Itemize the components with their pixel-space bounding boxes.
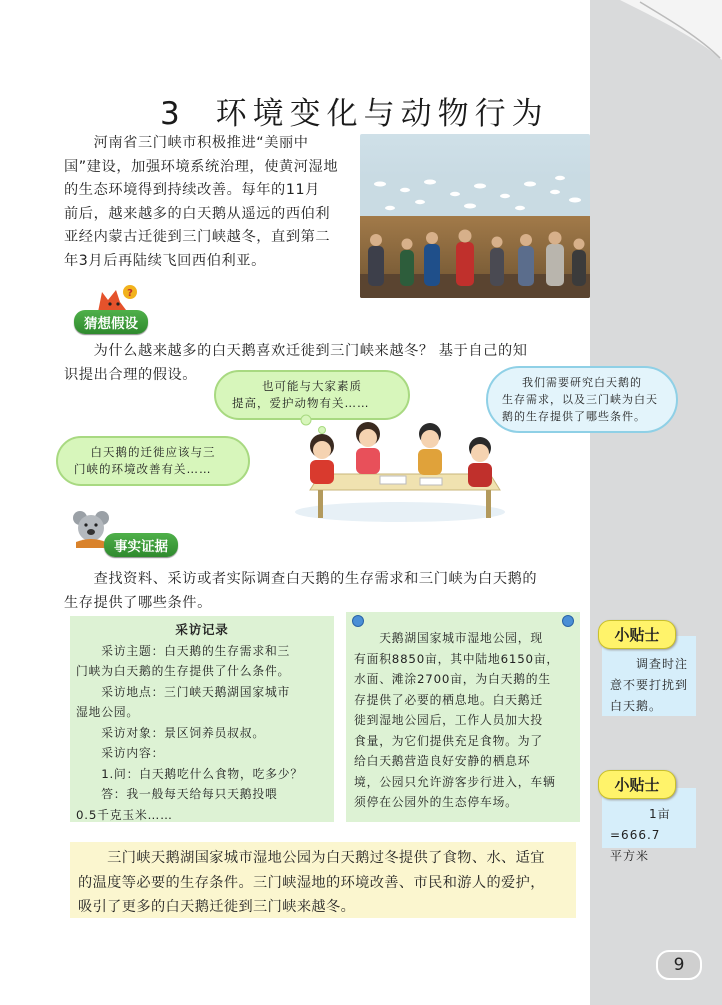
interview-line: 采访主题：白天鹅的生存需求和三: [76, 643, 291, 658]
interview-line: 0.5千克玉米……: [76, 807, 173, 822]
evidence-line: 生存提供了哪些条件。: [64, 594, 212, 611]
interview-line: 答：我一般每天给每只天鹅投喂: [76, 787, 278, 801]
thought-line: 鹅的生存提供了哪些条件。: [502, 410, 646, 423]
intro-paragraph: [64, 132, 348, 273]
thought-bubble-right: [486, 366, 678, 433]
pushpin-icon: [346, 612, 580, 628]
tip-line: 白天鹅。: [610, 699, 663, 713]
conclusion-box: [70, 842, 576, 918]
interview-line: 采访内容：: [76, 746, 165, 760]
park-info-line: 须停在公园外的生态停车场。: [354, 795, 518, 809]
conclusion-line: 三门峡天鹅湖国家城市湿地公园为白天鹅过冬提供了食物、水、适宜: [78, 850, 545, 866]
conclusion-line: 的温度等必要的生存条件。三门峡湿地的环境改善、市民和游人的爱护，: [78, 874, 545, 891]
intro-line: 国”建设，加强环境系统治理，使黄河湿地: [64, 158, 339, 175]
tip-line: 平方米: [610, 849, 650, 863]
evidence-section-badge: 事实证据: [104, 533, 178, 557]
lesson-number: 3: [160, 96, 186, 132]
thought-bubble-left: [56, 436, 250, 486]
swan-wetland-photo: [360, 134, 590, 298]
park-info-line: 天鹅湖国家城市湿地公园，现: [354, 631, 543, 645]
thought-line: 我们需要研究白天鹅的: [522, 376, 642, 389]
question-line: 识提出合理的假设。: [64, 366, 198, 383]
intro-line: 的生态环境得到持续改善。每年的11月: [64, 182, 320, 198]
interview-heading: 采访记录: [175, 622, 229, 637]
intro-line: 前后，越来越多的白天鹅从遥远的西伯利: [64, 205, 331, 222]
intro-line: 河南省三门峡市积极推进“美丽中: [64, 135, 309, 151]
evidence-text: [64, 568, 584, 615]
park-info-line: 有面积8850亩，其中陆地6150亩，: [354, 651, 560, 666]
park-info-line: 存提供了必要的栖息地。白天鹅迁: [354, 692, 543, 707]
tip-line: 意不要打扰到: [610, 678, 689, 692]
interview-line: 采访对象：景区饲养员叔叔。: [76, 725, 265, 740]
thought-line: 生存需求，以及三门峡为白天: [502, 393, 658, 406]
question-line: 为什么越来越多的白天鹅喜欢迁徙到三门峡来越冬？ 基于自己的知: [64, 343, 528, 359]
interview-line: 门峡为白天鹅的生存提供了什么条件。: [76, 664, 291, 678]
tip-2-heading: 小贴士: [598, 770, 676, 799]
students-discussion-illustration: [290, 412, 510, 524]
park-info-line: 徙到湿地公园后，工作人员加大投: [354, 713, 543, 727]
tip-1-heading: 小贴士: [598, 620, 676, 649]
thought-line: 白天鹅的迁徙应该与三: [90, 445, 216, 459]
lesson-title: 环境变化与动物行为: [215, 96, 549, 132]
thought-line: 也可能与大家素质: [262, 379, 362, 393]
park-info-note: [346, 612, 580, 822]
hypothesis-section-badge: 猜想假设: [74, 310, 148, 334]
intro-line: 亚经内蒙古迁徙到三门峡越冬，直到第二: [64, 229, 331, 245]
tip-line: 调查时注: [610, 657, 689, 671]
interview-record-note: [70, 616, 334, 822]
park-info-line: 食量，为它们提供充足食物。为了: [354, 733, 543, 748]
conclusion-line: 吸引了更多的白天鹅迁徙到三门峡来越冬。: [78, 899, 356, 915]
page-number: 9: [656, 950, 702, 980]
page-curl-decoration: [620, 0, 722, 60]
page-title: [160, 88, 549, 133]
thought-line: 提高，爱护动物有关……: [232, 396, 370, 410]
interview-line: 采访地点：三门峡天鹅湖国家城市: [76, 684, 291, 699]
interview-line: 湿地公园。: [76, 705, 139, 719]
interview-line: 1.问：白天鹅吃什么食物，吃多少？: [76, 766, 304, 781]
intro-line: 年3月后再陆续飞回西伯利亚。: [64, 252, 266, 269]
tip-line: 1亩=666.7: [610, 807, 671, 842]
evidence-line: 查找资料、采访或者实际调查白天鹅的生存需求和三门峡为白天鹅的: [64, 571, 538, 587]
svg-text:?: ?: [127, 288, 133, 299]
park-info-line: 给白天鹅营造良好安静的栖息环: [354, 754, 531, 768]
park-info-line: 境，公园只允许游客步行进入，车辆: [354, 774, 556, 789]
park-info-line: 水面、滩涂2700亩，为白天鹅的生: [354, 672, 551, 686]
thought-line: 门峡的环境改善有关……: [74, 462, 212, 476]
